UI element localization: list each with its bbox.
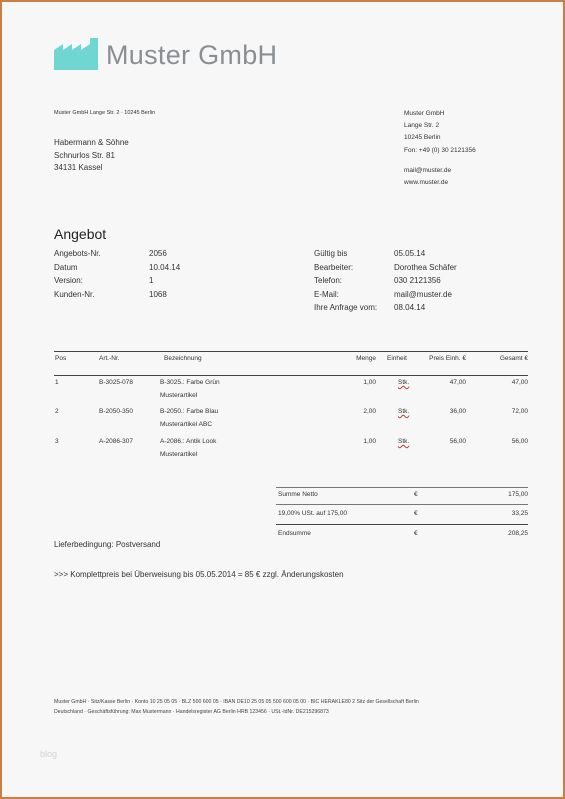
table-top-rule — [54, 351, 528, 352]
meta-label: Kunden-Nr. — [54, 289, 95, 299]
netto-currency: € — [414, 491, 418, 498]
row-description: A-2086.: Antik Look — [160, 438, 217, 445]
row-pos: 3 — [55, 438, 59, 445]
recipient-name: Habermann & Söhne — [54, 138, 129, 147]
sender-name: Muster GmbH — [404, 110, 445, 117]
company-logo-text: Muster GmbH — [106, 40, 278, 70]
row-pos: 1 — [55, 379, 59, 386]
col-header-einheit: Einheit — [387, 355, 407, 362]
row-unit-price: 36,00 — [449, 408, 466, 415]
row-unit: Stk. — [398, 438, 410, 445]
end-value: 208,25 — [508, 530, 528, 537]
row-description-sub: Musterartikel — [160, 451, 198, 458]
sender-email: mail@muster.de — [404, 167, 452, 174]
row-art-nr: B-3025-078 — [99, 379, 133, 386]
document-title: Angebot — [54, 226, 107, 242]
row-unit-price: 56,00 — [449, 438, 466, 445]
recipient-address — [54, 137, 129, 175]
footer-line-1: Muster GmbH · Sitz/Kasse Berlin · Konto 10 25 05 05 · BLZ 500 600 05 · IBAN DE10 25 05 05 500 600 05 00 · BIC HERAKLE80 2 Sitz der Gesellschaft Berlin — [54, 699, 419, 705]
row-pos: 2 — [55, 408, 59, 415]
footer — [54, 698, 419, 717]
sender-website: www.muster.de — [404, 178, 449, 186]
row-unit: Stk. — [398, 379, 410, 386]
meta-left-labels — [54, 247, 101, 301]
totals-sum-rule — [276, 524, 528, 525]
row-description: B-2050.: Farbe Blau — [160, 408, 219, 415]
meta-value: 08.04.14 — [394, 303, 426, 313]
meta-value: 2056 — [149, 249, 167, 258]
row-art-nr: A-2086-307 — [99, 438, 133, 445]
meta-right-labels — [314, 247, 377, 315]
row-unit: Stk. — [398, 408, 410, 415]
offer-note: >>> Komplettpreis bei Überweisung bis 05.05.2014 = 85 € zzgl. Änderungskosten — [54, 570, 344, 579]
sender-address-line: Muster GmbH Lange Str. 2 · 10245 Berlin — [54, 110, 156, 116]
row-description-sub: Musterartikel — [160, 392, 198, 399]
row-description-sub: Musterartikel ABC — [160, 421, 213, 428]
meta-label: Version: — [54, 276, 83, 286]
meta-value: 1068 — [149, 289, 167, 299]
col-header-menge: Menge — [356, 355, 376, 362]
col-header-art: Art.-Nr. — [99, 355, 120, 362]
meta-label: Angebots-Nr. — [54, 249, 101, 258]
netto-value: 175,00 — [508, 491, 528, 498]
row-art-nr: B-2050-350 — [99, 408, 133, 415]
meta-value: 1 — [149, 276, 154, 286]
col-header-gesamt: Gesamt € — [499, 355, 528, 362]
meta-value: 10.04.14 — [149, 262, 181, 272]
recipient-city: 34131 Kassel — [54, 163, 103, 173]
row-quantity: 2,00 — [363, 408, 376, 415]
ust-currency: € — [414, 510, 418, 517]
row-unit-price: 47,00 — [449, 379, 466, 386]
delivery-terms: Lieferbedingung: Postversand — [54, 540, 161, 549]
row-quantity: 1,00 — [363, 379, 376, 386]
meta-label: Telefon: — [314, 276, 343, 286]
sender-city: 10245 Berlin — [404, 134, 441, 142]
recipient-street: Schnurlos Str. 81 — [54, 150, 115, 160]
meta-label: Bearbeiter: — [314, 262, 354, 272]
row-total: 56,00 — [511, 438, 528, 445]
row-quantity: 1,00 — [363, 438, 376, 445]
meta-value: 030 2121356 — [394, 276, 441, 286]
meta-email-link[interactable]: mail@muster.de — [394, 289, 452, 299]
end-label: Endsumme — [278, 530, 311, 537]
watermark-text: blog — [40, 749, 58, 759]
col-header-bezeichnung: Bezeichnung — [164, 355, 202, 362]
sender-phone: Fon: +49 (0) 30 2121356 — [404, 146, 476, 154]
meta-label: Datum — [54, 262, 78, 272]
col-header-preis: Preis Einh. € — [429, 355, 466, 362]
row-total: 47,00 — [511, 379, 528, 386]
sender-street: Lange Str. 2 — [404, 122, 440, 130]
sender-contact — [404, 165, 451, 188]
end-currency: € — [414, 530, 418, 537]
netto-label: Summe Netto — [278, 491, 318, 498]
ust-value: 33,25 — [511, 510, 528, 517]
totals-mid-rule — [276, 504, 528, 505]
sender-block — [404, 108, 476, 157]
meta-label: Gültig bis — [314, 249, 348, 258]
meta-value: Dorothea Schäfer — [394, 262, 457, 272]
ust-label: 19,00% USt. auf 175,00 — [278, 510, 348, 517]
meta-right-values — [394, 247, 457, 315]
factory-logo-icon — [54, 38, 100, 70]
meta-value: 05.05.14 — [394, 249, 426, 258]
row-total: 72,00 — [511, 408, 528, 415]
totals-top-rule — [276, 487, 528, 488]
table-header-rule — [54, 375, 528, 376]
meta-label: Ihre Anfrage vom: — [314, 303, 378, 313]
meta-left-values — [149, 247, 180, 301]
document-page — [2, 2, 563, 797]
footer-line-2: Deutschland · Geschäftsführung: Max Mustermann · Handelsregister AG Berlin HRB 123456 · USt.-IdNr. DE215296873 — [54, 708, 329, 715]
row-description: B-3025.: Farbe Grün — [160, 379, 220, 386]
meta-label: E-Mail: — [314, 289, 339, 299]
col-header-pos: Pos — [55, 355, 67, 362]
